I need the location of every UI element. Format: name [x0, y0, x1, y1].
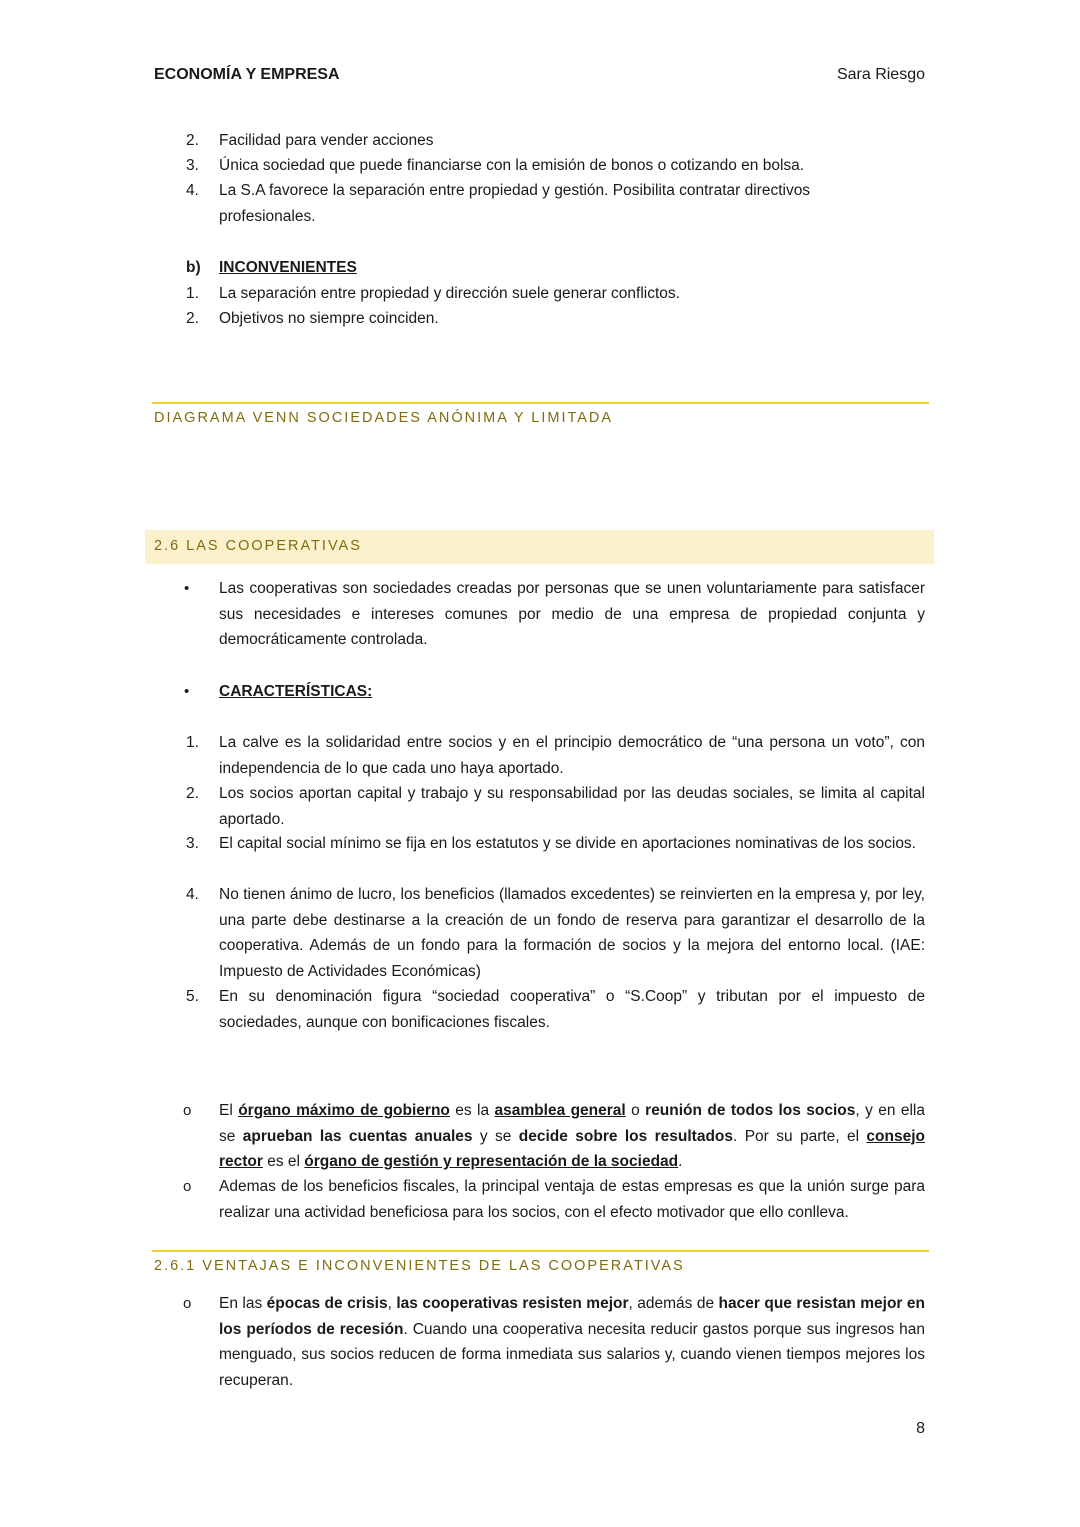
list-number: 4.: [186, 886, 199, 903]
caracteristicas-title: CARACTERÍSTICAS:: [219, 683, 373, 700]
inconvenientes-title: INCONVENIENTES: [219, 259, 357, 276]
list-item: Facilidad para vender acciones: [219, 132, 434, 149]
page-number: 8: [916, 1420, 925, 1437]
list-item: La separación entre propiedad y dirección suele generar conflictos.: [219, 285, 680, 302]
list-number: 3.: [186, 157, 199, 174]
ventajas-inconvenientes-title: 2.6.1 VENTAJAS E INCONVENIENTES DE LAS COOPERATIVAS: [154, 1258, 685, 1274]
list-item: El capital social mínimo se fija en los estatutos y se divide en aportaciones nominativas de los socios.: [219, 835, 916, 852]
bullet-icon: •: [184, 683, 190, 700]
list-number: 1.: [186, 285, 199, 302]
list-item: En su denominación figura “sociedad cooperativa” o “S.Coop” y tributan por el impuesto de sociedades, aunque con bonificaciones fiscales.: [219, 988, 925, 1031]
section-marker: b): [186, 259, 201, 276]
list-number: 2.: [186, 310, 199, 327]
circle-bullet-icon: o: [183, 1295, 192, 1312]
circle-bullet-icon: o: [183, 1102, 192, 1119]
list-number: 3.: [186, 835, 199, 852]
list-item: Objetivos no siempre coinciden.: [219, 310, 439, 327]
venn-title: DIAGRAMA VENN SOCIEDADES ANÓNIMA Y LIMITADA: [154, 410, 614, 426]
organo-paragraph: El órgano máximo de gobierno es la asamblea general o reunión de todos los socios, y en ella se aprueban las cuentas anuales y se decide sobre los resultados. Por su parte, el consejo rector es el órgano de gestión y representación de la sociedad.: [219, 1102, 925, 1170]
list-item: No tienen ánimo de lucro, los beneficios (llamados excedentes) se reinvierten en la empresa y, por ley, una parte debe destinarse a la creación de un fondo de reserva para garantizar el desarrollo de la cooperativa. Además de un fondo para la formación de socios y la mejora del entorno local. (IAE: Impuesto de Actividades Económicas): [219, 886, 925, 980]
bullet-icon: •: [184, 580, 190, 597]
list-number: 5.: [186, 988, 199, 1005]
crisis-paragraph: En las épocas de crisis, las cooperativas resisten mejor, además de hacer que resistan mejor en los períodos de recesión. Cuando una cooperativa necesita reducir gastos porque sus ingresos han menguado, sus socios reducen de forma inmediata sus salarios y, cuando vienen tiempos mejores los recuperan.: [219, 1295, 925, 1389]
list-item: Única sociedad que puede financiarse con la emisión de bonos o cotizando en bolsa.: [219, 157, 805, 174]
circle-bullet-icon: o: [183, 1178, 192, 1195]
cooperativas-definition: Las cooperativas son sociedades creadas por personas que se unen voluntariamente para satisfacer sus necesidades e intereses comunes por medio de una empresa de propiedad conjunta y democráticamente controlada.: [219, 580, 925, 648]
list-number: 2.: [186, 785, 199, 802]
list-item: La S.A favorece la separación entre propiedad y gestión. Posibilita contratar directivos profesionales.: [219, 182, 811, 225]
list-number: 4.: [186, 182, 199, 199]
cooperativas-title: 2.6 LAS COOPERATIVAS: [154, 538, 362, 554]
section-divider: [152, 1250, 929, 1252]
list-number: 2.: [186, 132, 199, 149]
list-number: 1.: [186, 734, 199, 751]
list-item: Los socios aportan capital y trabajo y su responsabilidad por las deudas sociales, se limita al capital aportado.: [219, 785, 925, 828]
list-item: La calve es la solidaridad entre socios y en el principio democrático de “una persona un voto”, con independencia de lo que cada uno haya aportado.: [219, 734, 925, 777]
section-divider: [152, 402, 929, 404]
header-subject: ECONOMÍA Y EMPRESA: [154, 66, 340, 83]
ventaja-fiscal-paragraph: Ademas de los beneficios fiscales, la principal ventaja de estas empresas es que la unión surge para realizar una actividad beneficiosa para los socios, con el efecto motivador que ello conlleva.: [219, 1178, 925, 1221]
header-author: Sara Riesgo: [836, 66, 925, 83]
